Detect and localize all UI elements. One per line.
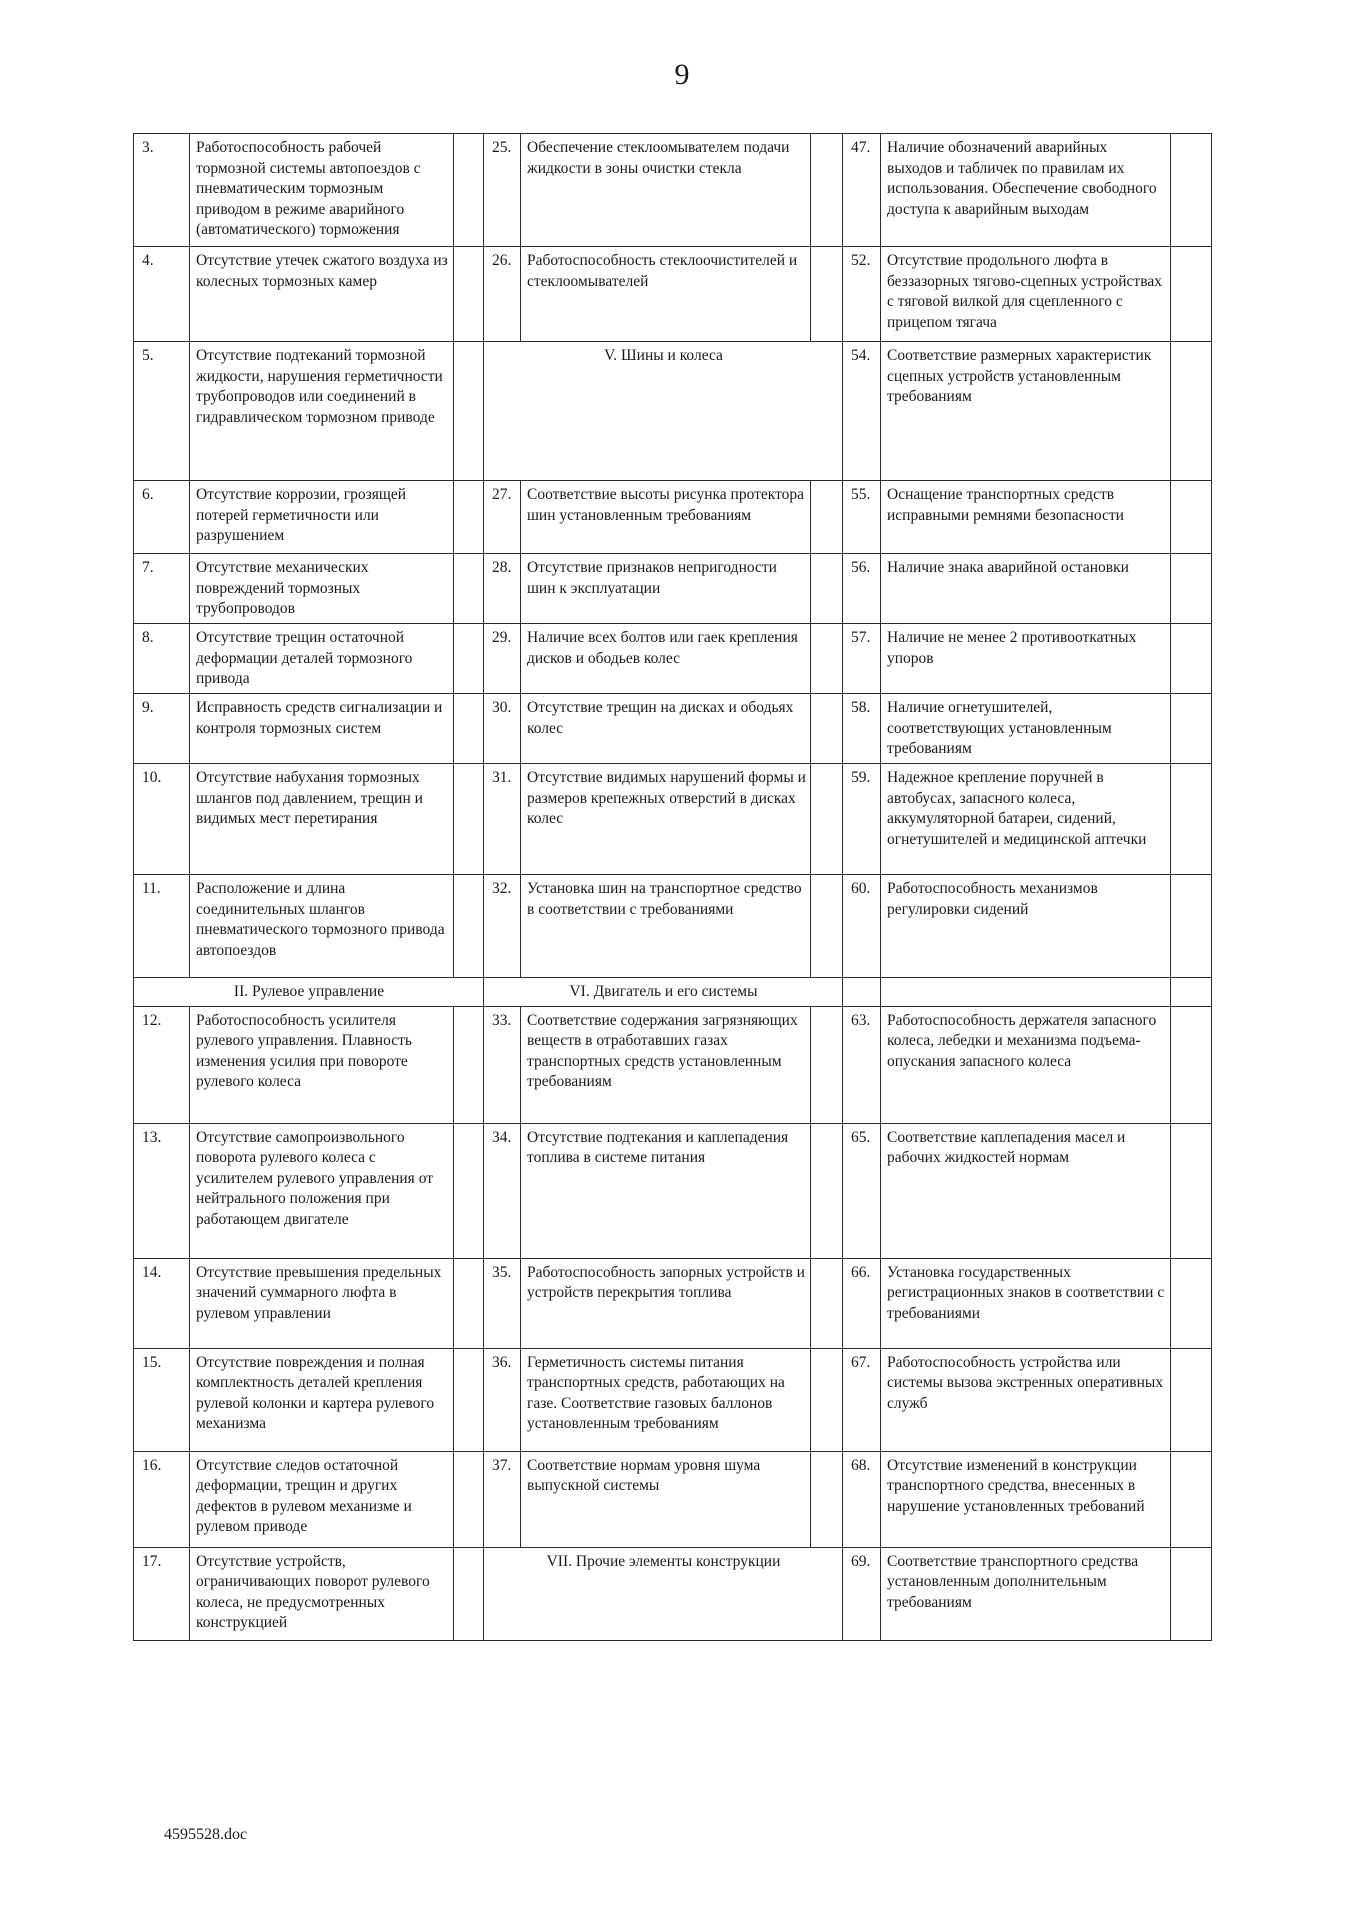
item-description: Установка государственных регистрационных знаков в соответствии с требованиями (881, 1258, 1171, 1348)
item-description: Соответствие содержания загрязняющих веществ в отработавших газах транспортных средств установленным требованиям (521, 1006, 811, 1123)
item-number: 63. (843, 1006, 881, 1123)
item-description: Отсутствие коррозии, грозящей потерей герметичности или разрушением (190, 481, 454, 554)
check-cell (811, 554, 843, 624)
check-cell (1171, 624, 1212, 694)
check-cell (1171, 1348, 1212, 1451)
item-description: Соответствие нормам уровня шума выпускной системы (521, 1451, 811, 1547)
section-heading: VII. Прочие элементы конструкции (484, 1547, 843, 1640)
check-cell (454, 1547, 484, 1640)
item-description: Отсутствие превышения предельных значений суммарного люфта в рулевом управлении (190, 1258, 454, 1348)
item-description: Отсутствие видимых нарушений формы и размеров крепежных отверстий в дисках колес (521, 764, 811, 875)
check-cell (454, 554, 484, 624)
table-row (134, 1547, 1212, 1640)
item-number: 37. (484, 1451, 521, 1547)
check-cell (811, 134, 843, 247)
check-cell (454, 481, 484, 554)
item-description: Отсутствие следов остаточной деформации, трещин и других дефектов в рулевом механизме и рулевом приводе (190, 1451, 454, 1547)
item-number: 10. (134, 764, 190, 875)
item-number: 66. (843, 1258, 881, 1348)
table-row (134, 481, 1212, 554)
item-description: Работоспособность запорных устройств и устройств перекрытия топлива (521, 1258, 811, 1348)
table-row (134, 247, 1212, 342)
item-description: Наличие огнетушителей, соответствующих установленным требованиям (881, 694, 1171, 764)
check-cell (811, 875, 843, 978)
table-row (134, 1348, 1212, 1451)
item-number: 8. (134, 624, 190, 694)
item-description: Работоспособность рабочей тормозной системы автопоездов с пневматическим тормозным приводом в режиме аварийного (автоматического) торможения (190, 134, 454, 247)
check-cell (1171, 694, 1212, 764)
item-description: Отсутствие подтеканий тормозной жидкости, нарушения герметичности трубопроводов или соединений в гидравлическом тормозном приводе (190, 342, 454, 481)
item-description: Соответствие транспортного средства установленным дополнительным требованиям (881, 1547, 1171, 1640)
item-description: Отсутствие продольного люфта в беззазорных тягово-сцепных устройствах с тяговой вилкой для сцепленного с прицепом тягача (881, 247, 1171, 342)
check-cell (454, 1451, 484, 1547)
item-number: 15. (134, 1348, 190, 1451)
item-description: Работоспособность механизмов регулировки сидений (881, 875, 1171, 978)
item-description: Оснащение транспортных средств исправными ремнями безопасности (881, 481, 1171, 554)
item-description: Наличие обозначений аварийных выходов и табличек по правилам их использования. Обеспечение свободного доступа к аварийным выходам (881, 134, 1171, 247)
check-cell (454, 1348, 484, 1451)
item-description: Работоспособность стеклоочистителей и стеклоомывателей (521, 247, 811, 342)
document-filename: 4595528.doc (164, 1826, 248, 1843)
item-number: 52. (843, 247, 881, 342)
item-number: 54. (843, 342, 881, 481)
item-description: Наличие не менее 2 противооткатных упоров (881, 624, 1171, 694)
check-cell (1171, 134, 1212, 247)
table-row (134, 978, 1212, 1007)
item-number: 26. (484, 247, 521, 342)
table-row (134, 342, 1212, 481)
item-number: 3. (134, 134, 190, 247)
inspection-checklist-table (133, 133, 1212, 1641)
empty-cell (881, 978, 1171, 1007)
check-cell (1171, 554, 1212, 624)
item-description: Отсутствие подтекания и каплепадения топлива в системе питания (521, 1123, 811, 1258)
item-number: 7. (134, 554, 190, 624)
check-cell (811, 247, 843, 342)
item-number: 47. (843, 134, 881, 247)
check-cell (1171, 1547, 1212, 1640)
item-description: Отсутствие механических повреждений тормозных трубопроводов (190, 554, 454, 624)
item-number: 31. (484, 764, 521, 875)
item-description: Работоспособность усилителя рулевого управления. Плавность изменения усилия при повороте рулевого колеса (190, 1006, 454, 1123)
check-cell (811, 624, 843, 694)
check-cell (454, 875, 484, 978)
item-description: Обеспечение стеклоомывателем подачи жидкости в зоны очистки стекла (521, 134, 811, 247)
table-row (134, 134, 1212, 247)
item-number: 13. (134, 1123, 190, 1258)
check-cell (1171, 875, 1212, 978)
item-description: Установка шин на транспортное средство в соответствии с требованиями (521, 875, 811, 978)
section-heading: II. Рулевое управление (134, 978, 484, 1007)
item-description: Работоспособность держателя запасного колеса, лебедки и механизма подъема-опускания запасного колеса (881, 1006, 1171, 1123)
item-number: 6. (134, 481, 190, 554)
item-description: Исправность средств сигнализации и контроля тормозных систем (190, 694, 454, 764)
empty-cell (843, 978, 881, 1007)
check-cell (454, 1006, 484, 1123)
check-cell (1171, 764, 1212, 875)
item-number: 28. (484, 554, 521, 624)
check-cell (811, 1451, 843, 1547)
item-description: Наличие всех болтов или гаек крепления дисков и ободьев колес (521, 624, 811, 694)
table-row (134, 764, 1212, 875)
item-description: Отсутствие трещин на дисках и ободьях колес (521, 694, 811, 764)
check-cell (811, 764, 843, 875)
item-number: 68. (843, 1451, 881, 1547)
check-cell (811, 1348, 843, 1451)
item-description: Работоспособность устройства или системы вызова экстренных оперативных служб (881, 1348, 1171, 1451)
item-description: Соответствие каплепадения масел и рабочих жидкостей нормам (881, 1123, 1171, 1258)
item-number: 36. (484, 1348, 521, 1451)
item-number: 16. (134, 1451, 190, 1547)
table-row (134, 1123, 1212, 1258)
item-description: Отсутствие признаков непригодности шин к эксплуатации (521, 554, 811, 624)
check-cell (811, 481, 843, 554)
item-number: 55. (843, 481, 881, 554)
table-row (134, 554, 1212, 624)
check-cell (811, 1006, 843, 1123)
check-cell (454, 694, 484, 764)
item-description: Отсутствие трещин остаточной деформации деталей тормозного привода (190, 624, 454, 694)
item-number: 56. (843, 554, 881, 624)
check-cell (454, 134, 484, 247)
check-cell (1171, 481, 1212, 554)
table-row (134, 875, 1212, 978)
check-cell (454, 624, 484, 694)
check-cell (1171, 978, 1212, 1007)
item-number: 29. (484, 624, 521, 694)
checklist-body (134, 134, 1212, 1641)
check-cell (454, 1123, 484, 1258)
check-cell (454, 764, 484, 875)
item-number: 32. (484, 875, 521, 978)
check-cell (1171, 1258, 1212, 1348)
item-number: 67. (843, 1348, 881, 1451)
item-description: Расположение и длина соединительных шлангов пневматического тормозного привода автопоездов (190, 875, 454, 978)
item-number: 12. (134, 1006, 190, 1123)
item-number: 27. (484, 481, 521, 554)
item-description: Герметичность системы питания транспортных средств, работающих на газе. Соответствие газовых баллонов установленным требованиям (521, 1348, 811, 1451)
item-description: Соответствие высоты рисунка протектора шин установленным требованиям (521, 481, 811, 554)
item-number: 17. (134, 1547, 190, 1640)
item-number: 60. (843, 875, 881, 978)
item-number: 69. (843, 1547, 881, 1640)
item-number: 65. (843, 1123, 881, 1258)
item-number: 59. (843, 764, 881, 875)
item-description: Наличие знака аварийной остановки (881, 554, 1171, 624)
item-description: Отсутствие изменений в конструкции транспортного средства, внесенных в нарушение установленных требований (881, 1451, 1171, 1547)
page-number: 9 (674, 58, 690, 91)
item-number: 9. (134, 694, 190, 764)
item-description: Отсутствие самопроизвольного поворота рулевого колеса с усилителем рулевого управления от нейтрального положения при работающем двигателе (190, 1123, 454, 1258)
check-cell (1171, 1451, 1212, 1547)
check-cell (1171, 342, 1212, 481)
check-cell (1171, 1123, 1212, 1258)
section-heading: V. Шины и колеса (484, 342, 843, 481)
item-number: 11. (134, 875, 190, 978)
table-row (134, 1451, 1212, 1547)
table-row (134, 694, 1212, 764)
item-number: 4. (134, 247, 190, 342)
item-number: 33. (484, 1006, 521, 1123)
item-number: 30. (484, 694, 521, 764)
item-description: Отсутствие утечек сжатого воздуха из колесных тормозных камер (190, 247, 454, 342)
check-cell (811, 694, 843, 764)
table-row (134, 1258, 1212, 1348)
table-row (134, 1006, 1212, 1123)
check-cell (811, 1123, 843, 1258)
item-number: 57. (843, 624, 881, 694)
item-description: Отсутствие набухания тормозных шлангов под давлением, трещин и видимых мест перетирания (190, 764, 454, 875)
item-description: Отсутствие устройств, ограничивающих поворот рулевого колеса, не предусмотренных конструкцией (190, 1547, 454, 1640)
item-description: Отсутствие повреждения и полная комплектность деталей крепления рулевой колонки и картера рулевого механизма (190, 1348, 454, 1451)
item-number: 5. (134, 342, 190, 481)
check-cell (454, 247, 484, 342)
item-number: 25. (484, 134, 521, 247)
check-cell (454, 342, 484, 481)
check-cell (1171, 1006, 1212, 1123)
check-cell (454, 1258, 484, 1348)
check-cell (1171, 247, 1212, 342)
table-row (134, 624, 1212, 694)
item-description: Надежное крепление поручней в автобусах, запасного колеса, аккумуляторной батареи, сидений, огнетушителей и медицинской аптечки (881, 764, 1171, 875)
item-number: 35. (484, 1258, 521, 1348)
section-heading: VI. Двигатель и его системы (484, 978, 843, 1007)
item-number: 58. (843, 694, 881, 764)
item-description: Соответствие размерных характеристик сцепных устройств установленным требованиям (881, 342, 1171, 481)
item-number: 14. (134, 1258, 190, 1348)
item-number: 34. (484, 1123, 521, 1258)
check-cell (811, 1258, 843, 1348)
